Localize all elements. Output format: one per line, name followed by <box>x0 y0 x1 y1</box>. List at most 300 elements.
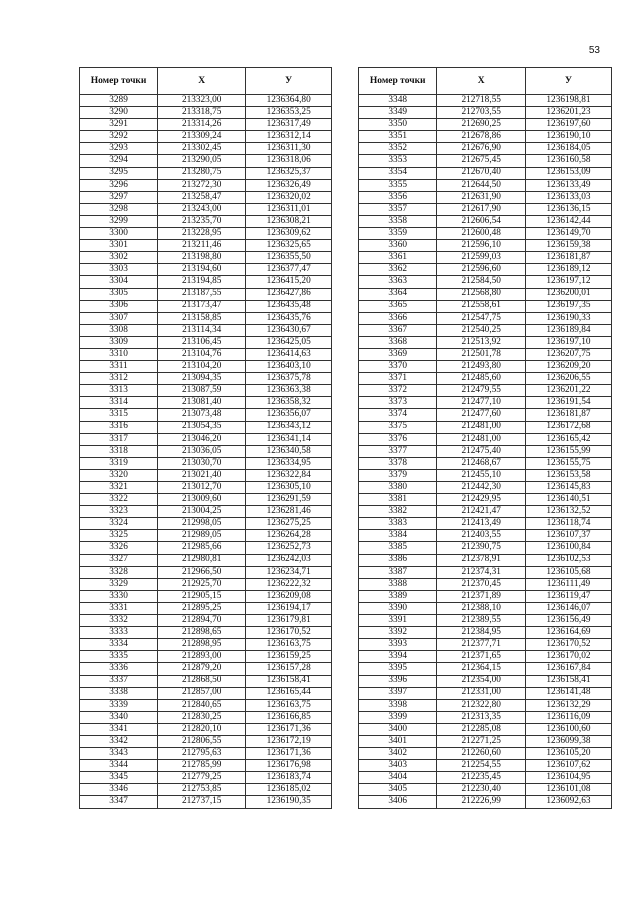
y-coordinate-cell: 1236153,09 <box>525 167 611 179</box>
table-row <box>359 711 612 723</box>
x-coordinate-cell: 212806,55 <box>158 735 246 747</box>
table-row <box>80 433 332 445</box>
point-number-cell: 3359 <box>359 228 437 240</box>
table-row <box>80 506 332 518</box>
table-row <box>359 602 612 614</box>
x-coordinate-cell: 213009,60 <box>158 494 246 506</box>
table-body-left <box>80 95 332 809</box>
x-coordinate-cell: 213314,26 <box>158 119 246 131</box>
x-coordinate-cell: 212285,08 <box>437 723 526 735</box>
point-number-cell: 3291 <box>80 119 158 131</box>
x-coordinate-cell: 212254,55 <box>437 760 526 772</box>
y-coordinate-cell: 1236101,08 <box>525 784 611 796</box>
table-row <box>80 167 332 179</box>
point-number-cell: 3307 <box>80 312 158 324</box>
x-coordinate-cell: 212857,00 <box>158 687 246 699</box>
point-number-cell: 3292 <box>80 131 158 143</box>
table-row <box>80 566 332 578</box>
table-row <box>359 107 612 119</box>
y-coordinate-cell: 1236189,84 <box>525 324 611 336</box>
y-coordinate-cell: 1236275,25 <box>246 518 332 530</box>
x-coordinate-cell: 212370,45 <box>437 578 526 590</box>
table-row <box>80 179 332 191</box>
point-number-cell: 3400 <box>359 723 437 735</box>
table-row <box>80 409 332 421</box>
y-coordinate-cell: 1236194,17 <box>246 602 332 614</box>
point-number-cell: 3336 <box>80 663 158 675</box>
x-coordinate-cell: 213106,45 <box>158 336 246 348</box>
table-row <box>80 735 332 747</box>
y-coordinate-cell: 1236105,68 <box>525 566 611 578</box>
point-number-cell: 3311 <box>80 361 158 373</box>
table-row <box>80 530 332 542</box>
table-row <box>359 409 612 421</box>
point-number-cell: 3390 <box>359 602 437 614</box>
y-coordinate-cell: 1236222,32 <box>246 578 332 590</box>
table-row <box>359 252 612 264</box>
table-row <box>359 119 612 131</box>
x-coordinate-cell: 212493,80 <box>437 361 526 373</box>
point-number-cell: 3338 <box>80 687 158 699</box>
x-coordinate-cell: 212313,35 <box>437 711 526 723</box>
x-coordinate-cell: 213187,55 <box>158 288 246 300</box>
table-row <box>359 506 612 518</box>
table-row <box>359 796 612 808</box>
x-coordinate-cell: 212893,00 <box>158 651 246 663</box>
point-number-cell: 3386 <box>359 554 437 566</box>
y-coordinate-cell: 1236197,10 <box>525 336 611 348</box>
table-row <box>80 748 332 760</box>
table-row <box>80 651 332 663</box>
table-row <box>80 445 332 457</box>
point-number-cell: 3339 <box>80 699 158 711</box>
x-coordinate-cell: 213081,40 <box>158 397 246 409</box>
x-coordinate-cell: 212371,89 <box>437 590 526 602</box>
point-number-cell: 3329 <box>80 578 158 590</box>
x-coordinate-cell: 213194,85 <box>158 276 246 288</box>
x-coordinate-cell: 212481,00 <box>437 433 526 445</box>
point-number-cell: 3387 <box>359 566 437 578</box>
x-coordinate-cell: 212795,63 <box>158 748 246 760</box>
y-coordinate-cell: 1236133,03 <box>525 191 611 203</box>
table-row <box>80 699 332 711</box>
x-coordinate-cell: 213012,70 <box>158 482 246 494</box>
y-coordinate-cell: 1236317,49 <box>246 119 332 131</box>
point-number-cell: 3304 <box>80 276 158 288</box>
y-coordinate-cell: 1236145,83 <box>525 482 611 494</box>
y-coordinate-cell: 1236140,51 <box>525 494 611 506</box>
table-row <box>80 518 332 530</box>
table-row <box>359 530 612 542</box>
point-number-cell: 3300 <box>80 228 158 240</box>
x-coordinate-cell: 213004,25 <box>158 506 246 518</box>
y-coordinate-cell: 1236181,87 <box>525 409 611 421</box>
y-coordinate-cell: 1236146,07 <box>525 602 611 614</box>
x-coordinate-cell: 212371,65 <box>437 651 526 663</box>
x-coordinate-cell: 212479,55 <box>437 385 526 397</box>
header-point-number: Номер точки <box>359 68 437 95</box>
y-coordinate-cell: 1236320,02 <box>246 191 332 203</box>
page-number: 53 <box>588 45 600 56</box>
x-coordinate-cell: 212678,86 <box>437 131 526 143</box>
table-row <box>80 143 332 155</box>
point-number-cell: 3305 <box>80 288 158 300</box>
y-coordinate-cell: 1236116,09 <box>525 711 611 723</box>
y-coordinate-cell: 1236100,60 <box>525 723 611 735</box>
x-coordinate-cell: 212690,25 <box>437 119 526 131</box>
point-number-cell: 3362 <box>359 264 437 276</box>
x-coordinate-cell: 213114,34 <box>158 324 246 336</box>
y-coordinate-cell: 1236149,70 <box>525 228 611 240</box>
x-coordinate-cell: 212260,60 <box>437 748 526 760</box>
y-coordinate-cell: 1236197,35 <box>525 300 611 312</box>
table-row <box>80 723 332 735</box>
table-row <box>80 252 332 264</box>
point-number-cell: 3373 <box>359 397 437 409</box>
table-row <box>80 469 332 481</box>
point-number-cell: 3357 <box>359 203 437 215</box>
table-row <box>359 675 612 687</box>
point-number-cell: 3371 <box>359 373 437 385</box>
point-number-cell: 3309 <box>80 336 158 348</box>
table-row <box>80 627 332 639</box>
y-coordinate-cell: 1236340,58 <box>246 445 332 457</box>
table-row <box>359 590 612 602</box>
table-row <box>80 796 332 808</box>
point-number-cell: 3332 <box>80 615 158 627</box>
point-number-cell: 3294 <box>80 155 158 167</box>
y-coordinate-cell: 1236356,07 <box>246 409 332 421</box>
table-row <box>80 95 332 107</box>
point-number-cell: 3345 <box>80 772 158 784</box>
y-coordinate-cell: 1236170,02 <box>525 651 611 663</box>
point-number-cell: 3342 <box>80 735 158 747</box>
x-coordinate-cell: 213258,47 <box>158 191 246 203</box>
y-coordinate-cell: 1236111,49 <box>525 578 611 590</box>
table-row <box>359 663 612 675</box>
x-coordinate-cell: 213054,35 <box>158 421 246 433</box>
point-number-cell: 3326 <box>80 542 158 554</box>
table-row <box>359 167 612 179</box>
x-coordinate-cell: 212235,45 <box>437 772 526 784</box>
point-number-cell: 3391 <box>359 615 437 627</box>
y-coordinate-cell: 1236183,74 <box>246 772 332 784</box>
table-row <box>80 215 332 227</box>
point-number-cell: 3374 <box>359 409 437 421</box>
table-row <box>80 711 332 723</box>
point-number-cell: 3301 <box>80 240 158 252</box>
x-coordinate-cell: 212599,03 <box>437 252 526 264</box>
point-number-cell: 3316 <box>80 421 158 433</box>
point-number-cell: 3302 <box>80 252 158 264</box>
table-row <box>80 482 332 494</box>
point-number-cell: 3403 <box>359 760 437 772</box>
y-coordinate-cell: 1236311,30 <box>246 143 332 155</box>
table-row <box>359 482 612 494</box>
x-coordinate-cell: 212584,50 <box>437 276 526 288</box>
y-coordinate-cell: 1236201,22 <box>525 385 611 397</box>
y-coordinate-cell: 1236170,52 <box>525 639 611 651</box>
x-coordinate-cell: 213194,60 <box>158 264 246 276</box>
point-number-cell: 3315 <box>80 409 158 421</box>
x-coordinate-cell: 213094,35 <box>158 373 246 385</box>
point-number-cell: 3343 <box>80 748 158 760</box>
table-row <box>359 687 612 699</box>
point-number-cell: 3310 <box>80 348 158 360</box>
table-row <box>359 542 612 554</box>
table-row <box>359 554 612 566</box>
y-coordinate-cell: 1236377,47 <box>246 264 332 276</box>
point-number-cell: 3364 <box>359 288 437 300</box>
table-row <box>80 675 332 687</box>
point-number-cell: 3352 <box>359 143 437 155</box>
point-number-cell: 3353 <box>359 155 437 167</box>
point-number-cell: 3369 <box>359 348 437 360</box>
point-number-cell: 3296 <box>80 179 158 191</box>
point-number-cell: 3379 <box>359 469 437 481</box>
table-row <box>359 457 612 469</box>
point-number-cell: 3322 <box>80 494 158 506</box>
x-coordinate-cell: 212230,40 <box>437 784 526 796</box>
x-coordinate-cell: 212547,75 <box>437 312 526 324</box>
point-number-cell: 3383 <box>359 518 437 530</box>
x-coordinate-cell: 213036,05 <box>158 445 246 457</box>
point-number-cell: 3355 <box>359 179 437 191</box>
table-row <box>80 288 332 300</box>
y-coordinate-cell: 1236156,49 <box>525 615 611 627</box>
y-coordinate-cell: 1236190,35 <box>246 796 332 808</box>
x-coordinate-cell: 213211,46 <box>158 240 246 252</box>
y-coordinate-cell: 1236435,48 <box>246 300 332 312</box>
point-number-cell: 3356 <box>359 191 437 203</box>
point-number-cell: 3361 <box>359 252 437 264</box>
table-row <box>80 397 332 409</box>
table-row <box>80 348 332 360</box>
point-number-cell: 3401 <box>359 735 437 747</box>
header-x: Х <box>437 68 526 95</box>
y-coordinate-cell: 1236104,95 <box>525 772 611 784</box>
x-coordinate-cell: 212481,00 <box>437 421 526 433</box>
point-number-cell: 3334 <box>80 639 158 651</box>
table-row <box>80 554 332 566</box>
point-number-cell: 3346 <box>80 784 158 796</box>
table-row <box>80 421 332 433</box>
point-number-cell: 3393 <box>359 639 437 651</box>
y-coordinate-cell: 1236159,25 <box>246 651 332 663</box>
y-coordinate-cell: 1236107,37 <box>525 530 611 542</box>
point-number-cell: 3382 <box>359 506 437 518</box>
table-row <box>359 772 612 784</box>
point-number-cell: 3395 <box>359 663 437 675</box>
point-number-cell: 3366 <box>359 312 437 324</box>
y-coordinate-cell: 1236155,75 <box>525 457 611 469</box>
x-coordinate-cell: 213280,75 <box>158 167 246 179</box>
y-coordinate-cell: 1236353,25 <box>246 107 332 119</box>
y-coordinate-cell: 1236305,10 <box>246 482 332 494</box>
y-coordinate-cell: 1236171,36 <box>246 723 332 735</box>
x-coordinate-cell: 212894,70 <box>158 615 246 627</box>
table-row <box>359 276 612 288</box>
y-coordinate-cell: 1236326,49 <box>246 179 332 191</box>
x-coordinate-cell: 212980,81 <box>158 554 246 566</box>
x-coordinate-cell: 212271,25 <box>437 735 526 747</box>
point-number-cell: 3321 <box>80 482 158 494</box>
point-number-cell: 3363 <box>359 276 437 288</box>
table-row <box>80 602 332 614</box>
x-coordinate-cell: 212631,90 <box>437 191 526 203</box>
y-coordinate-cell: 1236430,67 <box>246 324 332 336</box>
header-x: Х <box>158 68 246 95</box>
table-row <box>359 385 612 397</box>
table-row <box>359 348 612 360</box>
y-coordinate-cell: 1236334,95 <box>246 457 332 469</box>
y-coordinate-cell: 1236308,21 <box>246 215 332 227</box>
y-coordinate-cell: 1236425,05 <box>246 336 332 348</box>
x-coordinate-cell: 212475,40 <box>437 445 526 457</box>
y-coordinate-cell: 1236363,38 <box>246 385 332 397</box>
y-coordinate-cell: 1236414,63 <box>246 348 332 360</box>
point-number-cell: 3341 <box>80 723 158 735</box>
x-coordinate-cell: 212989,05 <box>158 530 246 542</box>
x-coordinate-cell: 212389,55 <box>437 615 526 627</box>
x-coordinate-cell: 212331,00 <box>437 687 526 699</box>
y-coordinate-cell: 1236234,71 <box>246 566 332 578</box>
table-row <box>359 95 612 107</box>
table-row <box>359 228 612 240</box>
y-coordinate-cell: 1236427,86 <box>246 288 332 300</box>
header-y: У <box>525 68 611 95</box>
table-row <box>359 723 612 735</box>
y-coordinate-cell: 1236209,20 <box>525 361 611 373</box>
x-coordinate-cell: 212364,15 <box>437 663 526 675</box>
point-number-cell: 3308 <box>80 324 158 336</box>
y-coordinate-cell: 1236142,44 <box>525 215 611 227</box>
point-number-cell: 3396 <box>359 675 437 687</box>
table-row <box>359 615 612 627</box>
y-coordinate-cell: 1236105,20 <box>525 748 611 760</box>
table-row <box>359 203 612 215</box>
x-coordinate-cell: 212468,67 <box>437 457 526 469</box>
y-coordinate-cell: 1236100,84 <box>525 542 611 554</box>
y-coordinate-cell: 1236141,48 <box>525 687 611 699</box>
x-coordinate-cell: 212421,47 <box>437 506 526 518</box>
x-coordinate-cell: 212477,60 <box>437 409 526 421</box>
table-row <box>359 191 612 203</box>
y-coordinate-cell: 1236164,69 <box>525 627 611 639</box>
point-number-cell: 3405 <box>359 784 437 796</box>
x-coordinate-cell: 212442,30 <box>437 482 526 494</box>
table-row <box>359 578 612 590</box>
x-coordinate-cell: 212898,95 <box>158 639 246 651</box>
point-number-cell: 3306 <box>80 300 158 312</box>
point-number-cell: 3340 <box>80 711 158 723</box>
y-coordinate-cell: 1236190,33 <box>525 312 611 324</box>
y-coordinate-cell: 1236184,05 <box>525 143 611 155</box>
x-coordinate-cell: 212540,25 <box>437 324 526 336</box>
y-coordinate-cell: 1236163,75 <box>246 699 332 711</box>
table-row <box>80 107 332 119</box>
table-row <box>80 639 332 651</box>
x-coordinate-cell: 212985,66 <box>158 542 246 554</box>
point-number-cell: 3397 <box>359 687 437 699</box>
y-coordinate-cell: 1236099,38 <box>525 735 611 747</box>
x-coordinate-cell: 213318,75 <box>158 107 246 119</box>
x-coordinate-cell: 212779,25 <box>158 772 246 784</box>
x-coordinate-cell: 212568,80 <box>437 288 526 300</box>
x-coordinate-cell: 213309,24 <box>158 131 246 143</box>
point-number-cell: 3318 <box>80 445 158 457</box>
y-coordinate-cell: 1236252,73 <box>246 542 332 554</box>
x-coordinate-cell: 212377,71 <box>437 639 526 651</box>
x-coordinate-cell: 212820,10 <box>158 723 246 735</box>
x-coordinate-cell: 212868,50 <box>158 675 246 687</box>
y-coordinate-cell: 1236155,99 <box>525 445 611 457</box>
x-coordinate-cell: 212485,60 <box>437 373 526 385</box>
x-coordinate-cell: 212226,99 <box>437 796 526 808</box>
x-coordinate-cell: 212925,70 <box>158 578 246 590</box>
table-row <box>359 494 612 506</box>
point-number-cell: 3313 <box>80 385 158 397</box>
point-number-cell: 3328 <box>80 566 158 578</box>
table-body-right <box>359 95 612 809</box>
y-coordinate-cell: 1236435,76 <box>246 312 332 324</box>
y-coordinate-cell: 1236318,06 <box>246 155 332 167</box>
x-coordinate-cell: 212513,92 <box>437 336 526 348</box>
y-coordinate-cell: 1236133,49 <box>525 179 611 191</box>
y-coordinate-cell: 1236163,75 <box>246 639 332 651</box>
table-header-row <box>80 68 332 95</box>
point-number-cell: 3303 <box>80 264 158 276</box>
table-row <box>359 699 612 711</box>
point-number-cell: 3375 <box>359 421 437 433</box>
x-coordinate-cell: 213104,76 <box>158 348 246 360</box>
x-coordinate-cell: 212600,48 <box>437 228 526 240</box>
table-header-row <box>359 68 612 95</box>
table-row <box>359 397 612 409</box>
y-coordinate-cell: 1236165,44 <box>246 687 332 699</box>
point-number-cell: 3289 <box>80 95 158 107</box>
x-coordinate-cell: 212895,25 <box>158 602 246 614</box>
x-coordinate-cell: 212596,60 <box>437 264 526 276</box>
table-row <box>359 627 612 639</box>
table-row <box>359 566 612 578</box>
point-number-cell: 3367 <box>359 324 437 336</box>
table-row <box>80 155 332 167</box>
x-coordinate-cell: 212477,10 <box>437 397 526 409</box>
y-coordinate-cell: 1236312,14 <box>246 131 332 143</box>
x-coordinate-cell: 212388,10 <box>437 602 526 614</box>
x-coordinate-cell: 212879,20 <box>158 663 246 675</box>
y-coordinate-cell: 1236119,47 <box>525 590 611 602</box>
point-number-cell: 3298 <box>80 203 158 215</box>
x-coordinate-cell: 212390,75 <box>437 542 526 554</box>
table-row <box>359 288 612 300</box>
table-row <box>359 469 612 481</box>
point-number-cell: 3394 <box>359 651 437 663</box>
point-number-cell: 3335 <box>80 651 158 663</box>
y-coordinate-cell: 1236136,15 <box>525 203 611 215</box>
y-coordinate-cell: 1236197,60 <box>525 119 611 131</box>
x-coordinate-cell: 212403,55 <box>437 530 526 542</box>
y-coordinate-cell: 1236341,14 <box>246 433 332 445</box>
table-row <box>359 300 612 312</box>
y-coordinate-cell: 1236166,85 <box>246 711 332 723</box>
point-number-cell: 3376 <box>359 433 437 445</box>
table-row <box>359 155 612 167</box>
x-coordinate-cell: 213104,20 <box>158 361 246 373</box>
y-coordinate-cell: 1236160,58 <box>525 155 611 167</box>
point-number-cell: 3368 <box>359 336 437 348</box>
